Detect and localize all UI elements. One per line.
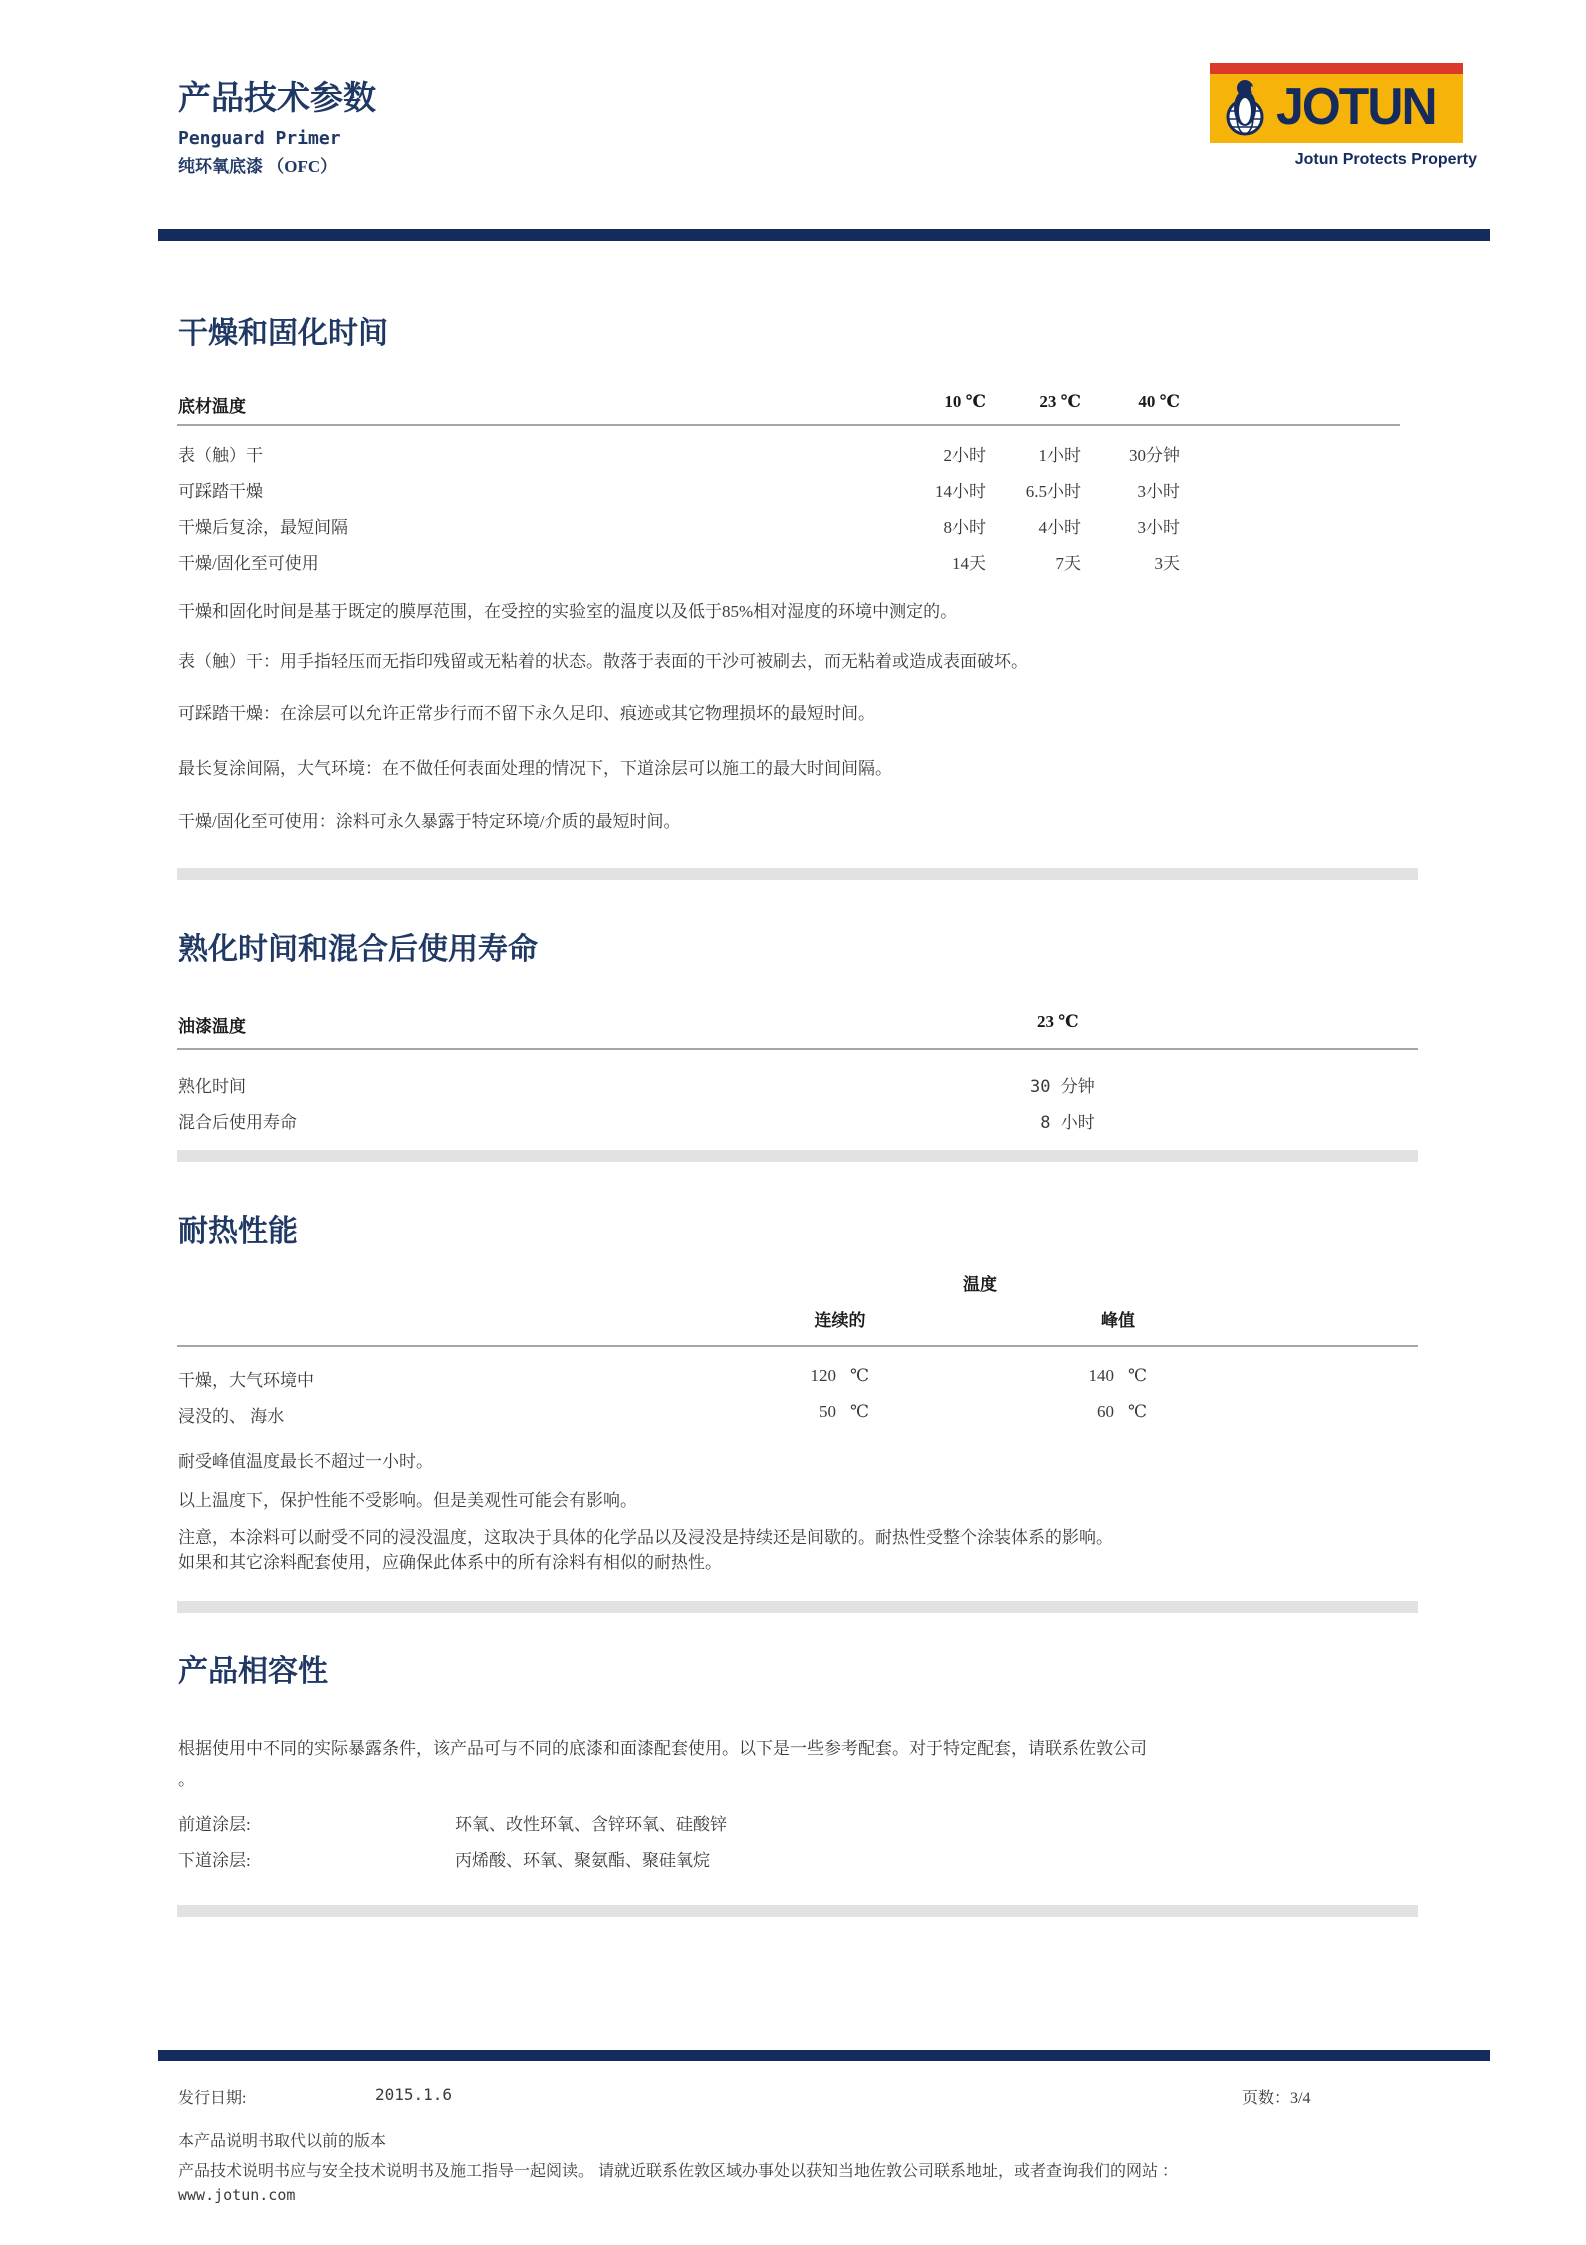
row-value	[790, 1402, 869, 1422]
heat-table-header-rule	[177, 1345, 1418, 1347]
row-label: 熟化时间	[178, 1077, 246, 1096]
row-value	[1068, 1402, 1147, 1422]
section-divider	[177, 1905, 1418, 1917]
row-label: 干燥/固化至可使用	[178, 554, 319, 573]
row-value: 30 分钟	[1030, 1077, 1095, 1097]
row-label: 浸没的、 海水	[178, 1407, 285, 1426]
heat-col-continuous: 连续的	[814, 1311, 866, 1330]
note: 如果和其它涂料配套使用，应确保此体系中的所有涂料有相似的耐热性。	[178, 1553, 722, 1572]
page-number: 页数：3/4	[1242, 2090, 1311, 2107]
row-value: 7天	[1055, 554, 1081, 573]
value-unit: ℃	[1128, 1402, 1148, 1421]
value-number: 50	[819, 1402, 836, 1421]
paragraph: 。	[178, 1770, 195, 1789]
issue-date-label: 发行日期:	[178, 2090, 247, 2107]
section-divider	[177, 1150, 1418, 1162]
value-number: 120	[810, 1366, 836, 1385]
row-value: 1小时	[1038, 446, 1081, 465]
footer-divider-bar	[158, 2050, 1490, 2061]
section-title-curing: 熟化时间和混合后使用寿命	[178, 933, 538, 966]
row-value: 3小时	[1137, 482, 1180, 501]
previous-coat-value: 环氧、改性环氧、含锌环氧、硅酸锌	[455, 1815, 727, 1834]
drying-header-23c: 23 ℃	[1039, 392, 1081, 411]
row-value: 14天	[952, 554, 986, 573]
paragraph: 干燥/固化至可使用：涂料可永久暴露于特定环境/介质的最短时间。	[178, 812, 681, 831]
footer-note-1: 本产品说明书取代以前的版本	[178, 2133, 387, 2150]
row-value: 6.5小时	[1025, 482, 1081, 501]
curing-table-header-rule	[177, 1048, 1418, 1050]
row-value: 30分钟	[1129, 446, 1180, 465]
row-label: 干燥后复涂，最短间隔	[178, 518, 348, 537]
top-divider-bar	[158, 229, 1490, 241]
row-value: 8 小时	[1030, 1113, 1095, 1133]
value-number: 140	[1088, 1366, 1114, 1385]
section-divider	[177, 868, 1418, 880]
paragraph: 最长复涂间隔，大气环境：在不做任何表面处理的情况下，下道涂层可以施工的最大时间间隔。	[178, 759, 892, 778]
row-value: 4小时	[1038, 518, 1081, 537]
row-value: 3小时	[1137, 518, 1180, 537]
jotun-globe-penguin-icon	[1220, 75, 1270, 142]
drying-header-40c: 40 ℃	[1138, 392, 1180, 411]
paragraph: 表（触）干：用手指轻压而无指印残留或无粘着的状态。散落于表面的干沙可被刷去，而无粘着或造成表面破坏。	[178, 652, 1028, 671]
row-label: 可踩踏干燥	[178, 482, 263, 501]
logo-red-stripe	[1210, 63, 1463, 74]
row-value: 3天	[1154, 554, 1180, 573]
curing-header-label: 油漆温度	[178, 1017, 246, 1036]
drying-header-label: 底材温度	[178, 397, 246, 416]
section-title-compatibility: 产品相容性	[178, 1655, 328, 1688]
paragraph: 根据使用中不同的实际暴露条件，该产品可与不同的底漆和面漆配套使用。以下是一些参考配套。对于特定配套，请联系佐敦公司	[178, 1739, 1147, 1758]
jotun-logo	[1210, 63, 1463, 143]
previous-coat-label: 前道涂层:	[178, 1815, 251, 1834]
subsequent-coat-label: 下道涂层:	[178, 1851, 251, 1870]
section-divider	[177, 1601, 1418, 1613]
curing-header-temp: 23 ℃	[1037, 1012, 1079, 1031]
website-url: www.jotun.com	[178, 2186, 296, 2204]
row-label: 混合后使用寿命	[178, 1113, 297, 1132]
row-value: 8小时	[943, 518, 986, 537]
heat-group-header: 温度	[963, 1275, 997, 1294]
footer-note-2: 产品技术说明书应与安全技术说明书及施工指导一起阅读。 请就近联系佐敦区域办事处以获知当地佐敦公司联系地址，或者查询我们的网站 ：	[178, 2163, 1179, 2180]
product-subtitle: 纯环氧底漆 （OFC）	[178, 157, 338, 176]
paragraph: 干燥和固化时间是基于既定的膜厚范围，在受控的实验室的温度以及低于85%相对湿度的环境中测定的。	[178, 602, 958, 621]
product-name: Penguard Primer	[178, 128, 341, 149]
value-unit: ℃	[1128, 1366, 1148, 1385]
subsequent-coat-value: 丙烯酸、环氧、聚氨酯、聚硅氧烷	[455, 1851, 710, 1870]
note: 以上温度下，保护性能不受影响。但是美观性可能会有影响。	[178, 1491, 637, 1510]
page-title: 产品技术参数	[178, 81, 376, 117]
value-unit: ℃	[850, 1366, 870, 1385]
value-number: 60	[1097, 1402, 1114, 1421]
row-value: 14小时	[935, 482, 986, 501]
drying-table-header-rule	[177, 424, 1400, 426]
row-label: 干燥，大气环境中	[178, 1371, 314, 1390]
section-title-drying: 干燥和固化时间	[178, 317, 388, 350]
note: 耐受峰值温度最长不超过一小时。	[178, 1452, 433, 1471]
logo-brand-text: JOTUN	[1276, 78, 1436, 136]
note: 注意，本涂料可以耐受不同的浸没温度，这取决于具体的化学品以及浸没是持续还是间歇的。耐热性受整个涂装体系的影响。	[178, 1528, 1113, 1547]
row-value	[1068, 1366, 1147, 1386]
row-value: 2小时	[943, 446, 986, 465]
heat-col-peak: 峰值	[1101, 1311, 1135, 1330]
row-label: 表（触）干	[178, 446, 263, 465]
section-title-heat: 耐热性能	[178, 1215, 298, 1248]
paragraph: 可踩踏干燥：在涂层可以允许正常步行而不留下永久足印、痕迹或其它物理损坏的最短时间。	[178, 704, 875, 723]
value-unit: ℃	[850, 1402, 870, 1421]
logo-tagline: Jotun Protects Property	[1294, 151, 1477, 168]
row-value	[790, 1366, 869, 1386]
drying-header-10c: 10 ℃	[944, 392, 986, 411]
issue-date-value: 2015.1.6	[375, 2085, 453, 2104]
